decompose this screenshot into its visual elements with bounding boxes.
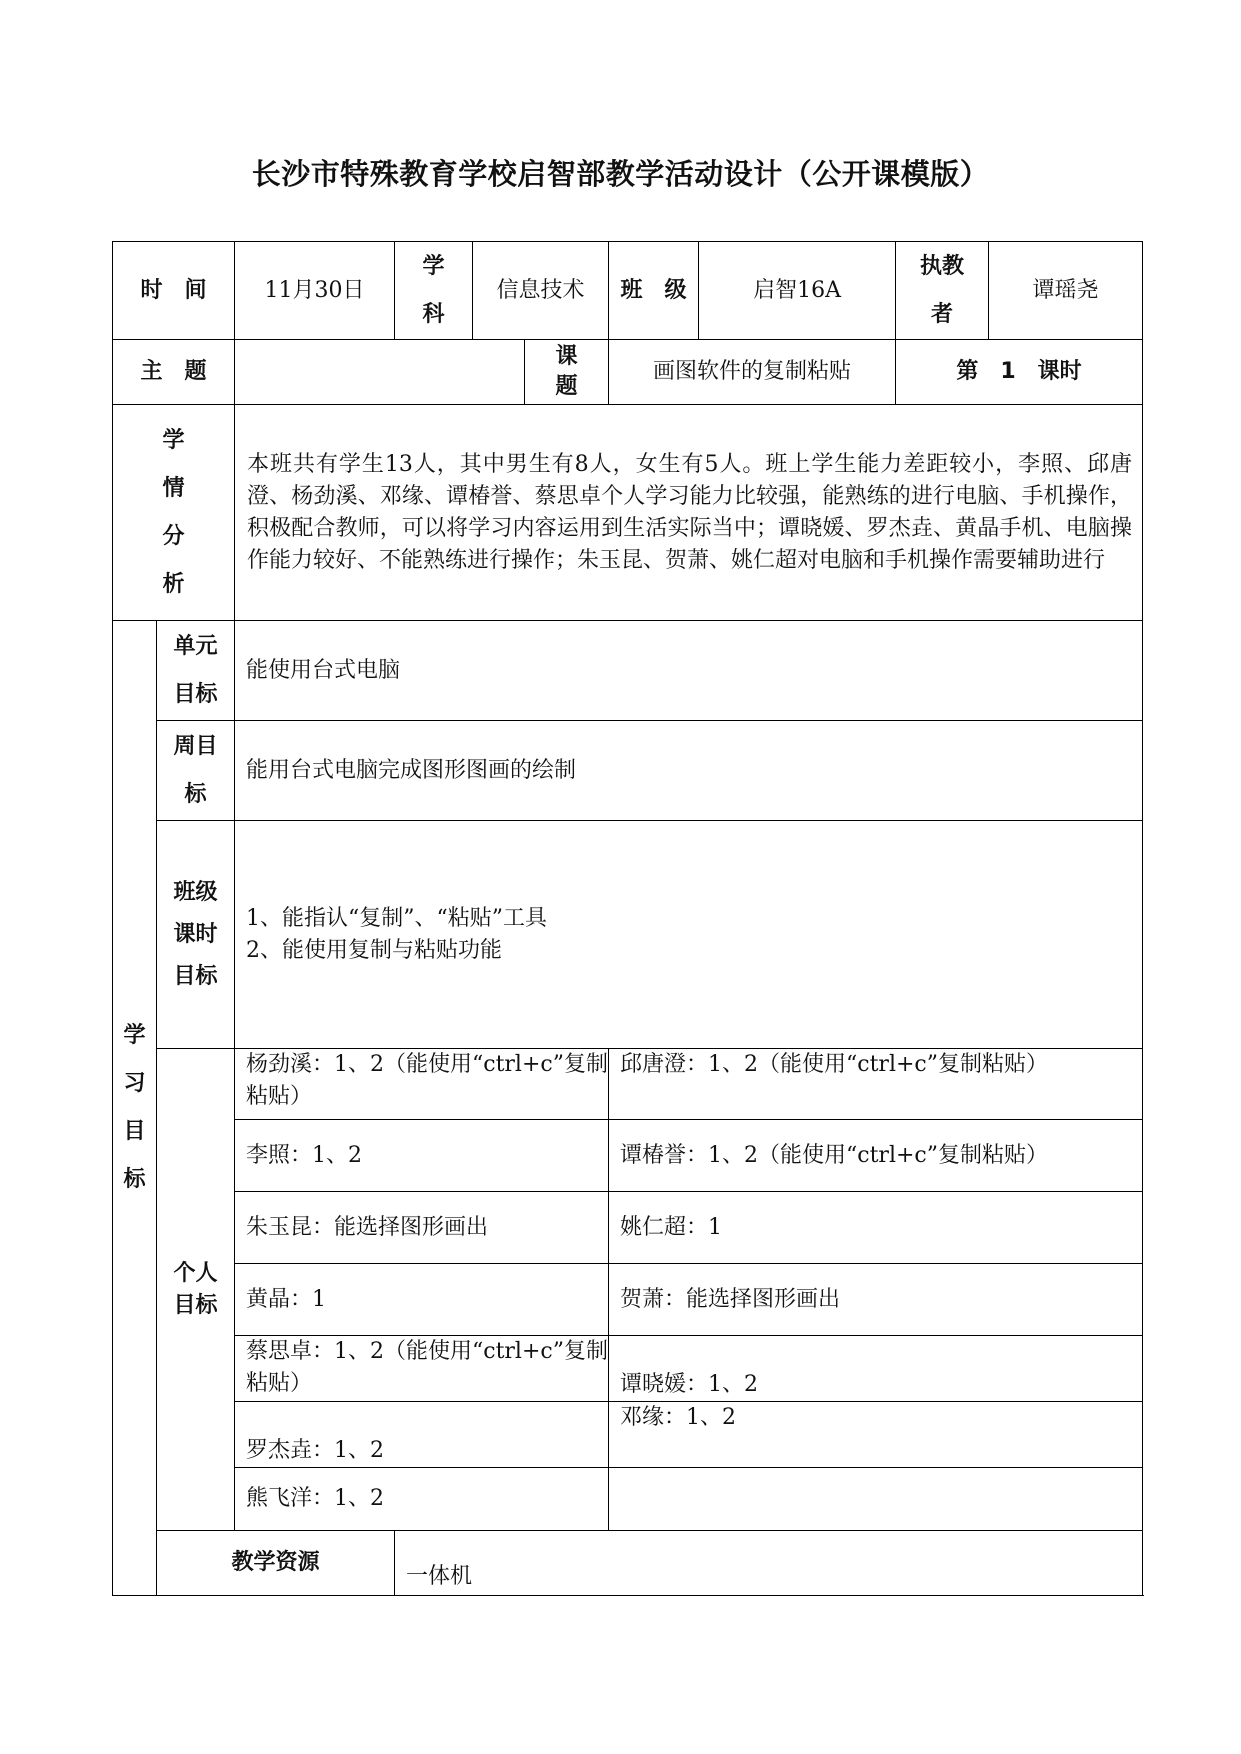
personal-goal-left: 黄晶：1 xyxy=(235,1264,609,1336)
class-label: 班 级 xyxy=(609,242,699,340)
unit-goal-label-text: 单元目标 xyxy=(173,633,218,707)
teacher-label-text: 执教者 xyxy=(920,253,965,327)
period-text: 第 1 课时 xyxy=(896,340,1143,405)
personal-goal-right xyxy=(609,1468,1143,1531)
personal-goal-left: 熊飞洋：1、2 xyxy=(235,1468,609,1531)
lesson-label xyxy=(525,340,609,405)
personal-goal-left: 李照：1、2 xyxy=(235,1120,609,1192)
unit-goal-label xyxy=(157,621,235,721)
teacher-value: 谭瑶尧 xyxy=(989,242,1143,340)
personal-goal-right: 邓缘：1、2 xyxy=(609,1402,1143,1468)
time-value: 11月30日 xyxy=(235,242,395,340)
analysis-label xyxy=(113,405,235,621)
class-value: 启智16A xyxy=(699,242,896,340)
personal-goal-left: 蔡思卓：1、2（能使用“ctrl+c”复制粘贴） xyxy=(235,1336,609,1402)
theme-value xyxy=(235,340,525,405)
page-title: 长沙市特殊教育学校启智部教学活动设计（公开课模版） xyxy=(251,157,990,191)
week-goal-label-text: 周目标 xyxy=(173,733,218,807)
subject-value: 信息技术 xyxy=(473,242,609,340)
resources-label: 教学资源 xyxy=(157,1531,395,1596)
personal-goal-right: 贺萧：能选择图形画出 xyxy=(609,1264,1143,1336)
lesson-plan-table xyxy=(112,241,1143,1596)
week-goal-label xyxy=(157,721,235,821)
lesson-label-text: 课题 xyxy=(555,343,578,399)
personal-goal-right: 邱唐澄：1、2（能使用“ctrl+c”复制粘贴） xyxy=(609,1049,1143,1120)
class-goal-line-2: 2、能使用复制与粘贴功能 xyxy=(246,937,503,963)
personal-goal-left: 罗杰垚：1、2 xyxy=(235,1402,609,1468)
personal-goal-right: 姚仁超：1 xyxy=(609,1192,1143,1264)
personal-goal-right: 谭椿誉：1、2（能使用“ctrl+c”复制粘贴） xyxy=(609,1120,1143,1192)
teacher-label xyxy=(896,242,989,340)
subject-label-text: 学科 xyxy=(422,253,445,327)
analysis-text: 本班共有学生13人，其中男生有8人，女生有5人。班上学生能力差距较小，李照、邱唐澄、杨劲溪、邓缘、谭椿誉、蔡思卓个人学习能力比较强，能熟练的进行电脑、手机操作，积极配合教师，可以将学习内容运用到生活实际当中；谭晓媛、罗杰垚、黄晶手机、电脑操作能力较好、不能熟练进行操作；朱玉昆、贺萧、姚仁超对电脑和手机操作需要辅助进行 xyxy=(247,451,1133,573)
theme-label: 主 题 xyxy=(113,340,235,405)
subject-label xyxy=(395,242,473,340)
week-goal-value: 能用台式电脑完成图形图画的绘制 xyxy=(235,721,1143,821)
goals-label-text: 学习目标 xyxy=(123,1023,146,1192)
personal-goal-label xyxy=(157,1049,235,1531)
class-goal-label xyxy=(157,821,235,1049)
class-goal-line-1: 1、能指认“复制”、“粘贴”工具 xyxy=(246,905,548,931)
goals-label xyxy=(113,621,157,1596)
class-goal-label-text: 班级课时目标 xyxy=(173,879,218,989)
resources-value: 一体机 xyxy=(395,1531,1143,1596)
personal-goal-right: 谭晓媛：1、2 xyxy=(609,1336,1143,1402)
personal-goal-label-text: 个人目标 xyxy=(173,1260,218,1318)
analysis-text-cell xyxy=(235,405,1143,621)
class-goal-cell xyxy=(235,821,1143,1049)
lesson-value: 画图软件的复制粘贴 xyxy=(609,340,896,405)
unit-goal-value: 能使用台式电脑 xyxy=(235,621,1143,721)
personal-goal-left: 杨劲溪：1、2（能使用“ctrl+c”复制粘贴） xyxy=(235,1049,609,1120)
analysis-label-text: 学情分析 xyxy=(162,427,185,597)
time-label: 时 间 xyxy=(113,242,235,340)
personal-goal-left: 朱玉昆：能选择图形画出 xyxy=(235,1192,609,1264)
